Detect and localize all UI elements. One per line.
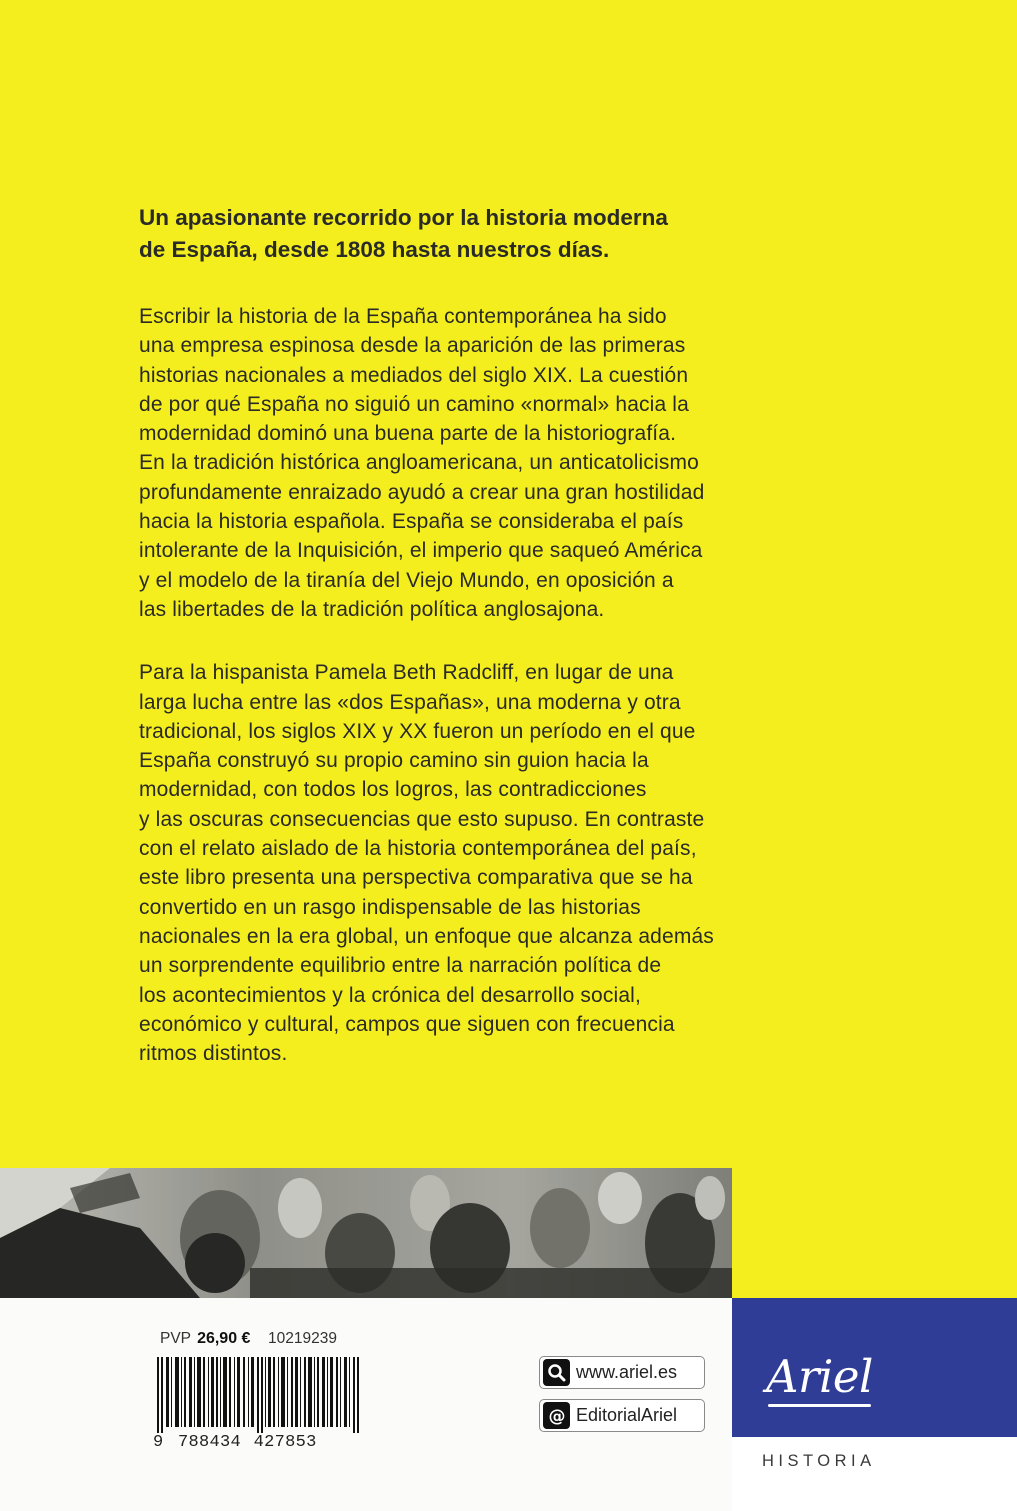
text-line: los acontecimientos y la crónica del desarrollo social, [139, 983, 641, 1007]
text-line: Para la hispanista Pamela Beth Radcliff, en lugar de una [139, 661, 674, 685]
social-handle[interactable] [539, 1399, 705, 1432]
text-line: modernidad, con todos los logros, las contradicciones [139, 778, 647, 802]
lead-line: Un apasionante recorrido por la historia moderna [139, 205, 668, 230]
svg-text:@: @ [548, 1406, 565, 1426]
publisher-logo [766, 1350, 873, 1403]
text-line: de por qué España no siguió un camino «normal» hacia la [139, 392, 689, 416]
text-line: convertido en un rasgo indispensable de las historias [139, 895, 641, 919]
isbn-group-2: 427853 [253, 1433, 317, 1452]
text-line: ritmos distintos. [139, 1042, 288, 1066]
isbn-first-digit: 9 [153, 1433, 164, 1452]
website-text: www.ariel.es [576, 1362, 678, 1382]
website-link[interactable] [539, 1356, 705, 1389]
text-line: profundamente enraizado ayudó a crear una gran hostilidad [139, 480, 705, 504]
text-line: España construyó su propio camino sin guion hacia la [139, 749, 649, 773]
text-line: las libertades de la tradición política anglosajona. [139, 597, 605, 621]
text-line: modernidad dominó una buena parte de la historiografía. [139, 422, 677, 446]
blurb-text [139, 202, 739, 1102]
paragraph-1 [139, 302, 739, 624]
text-line: intolerante de la Inquisición, el imperio que saqueó América [139, 539, 703, 563]
text-line: este libro presenta una perspectiva comparativa que se ha [139, 866, 693, 890]
text-line: historias nacionales a mediados del siglo XIX. La cuestión [139, 363, 689, 387]
text-line: nacionales en la era global, un enfoque que alcanza además [139, 924, 714, 948]
paragraph-2 [139, 658, 739, 1068]
at-sign-icon [543, 1402, 570, 1429]
search-icon [543, 1359, 570, 1386]
text-line: económico y cultural, campos que siguen con frecuencia [139, 1012, 675, 1036]
text-line: y las oscuras consecuencias que esto supuso. En contraste [139, 807, 705, 831]
internal-code: 10219239 [268, 1330, 337, 1347]
logo-underline [768, 1404, 871, 1407]
text-line: y el modelo de la tiranía del Viejo Mundo, en oposición a [139, 568, 674, 592]
price-label [160, 1330, 250, 1348]
text-line: tradicional, los siglos XIX y XX fueron un período en el que [139, 719, 696, 743]
crowd-photo [0, 1168, 732, 1298]
isbn-group-1: 788434 [178, 1433, 242, 1452]
publisher-logo-text: Ariel [766, 1350, 873, 1403]
text-line: una empresa espinosa desde la aparición de las primeras [139, 334, 686, 358]
text-line: Escribir la historia de la España contemporánea ha sido [139, 305, 667, 328]
text-line: hacia la historia española. España se consideraba el país [139, 510, 684, 534]
text-line: larga lucha entre las «dos Españas», una moderna y otra [139, 690, 681, 714]
price-prefix: PVP [160, 1330, 191, 1347]
text-line: con el relato aislado de la historia contemporánea del país, [139, 837, 697, 861]
price-value: 26,90 € [197, 1330, 251, 1347]
lead-line: de España, desde 1808 hasta nuestros días. [139, 237, 610, 262]
text-line: En la tradición histórica angloamericana, un anticatolicismo [139, 451, 699, 475]
collection-name: HISTORIA [762, 1452, 876, 1470]
barcode [157, 1357, 363, 1433]
isbn-digits [153, 1433, 368, 1452]
text-line: un sorprendente equilibrio entre la narración política de [139, 954, 662, 978]
lead-sentence [139, 202, 739, 266]
social-text: EditorialAriel [576, 1405, 678, 1425]
